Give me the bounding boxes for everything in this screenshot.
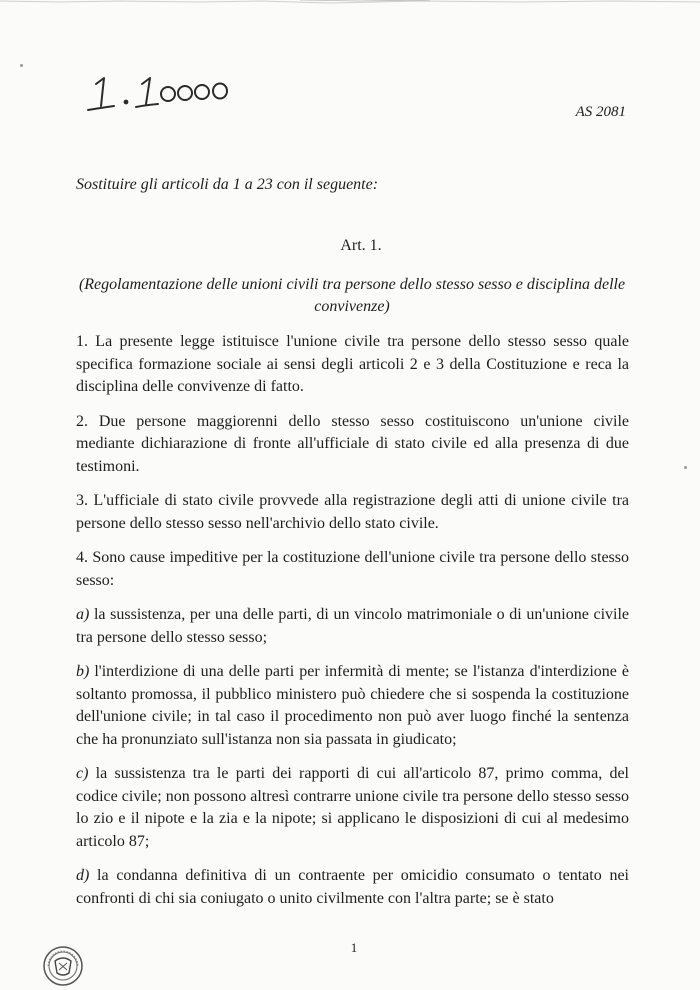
article-title: Art. 1. (340, 237, 382, 254)
list-item (76, 661, 629, 751)
paragraph (76, 547, 629, 592)
list-item-text: la sussistenza tra le parti dei rapporti di cui all'articolo 87, primo comma, del codice civile; non possono altresì contrarre unione civile tra persone dello stesso sesso lo zio e il nipote e la zia e la nipote; si applicano le disposizioni di cui al medesimo articolo 87; (76, 765, 629, 850)
list-item-text: la sussistenza, per una delle parti, di un vincolo matrimoniale o di un'unione civile tra persone dello stesso sesso; (76, 606, 629, 646)
scan-edge-noise (0, 0, 700, 6)
seal-stamp-icon (42, 945, 84, 987)
list-item-label: d) (76, 867, 90, 884)
list-item-label: a) (76, 606, 90, 623)
paragraph-text: 4. Sono cause impeditive per la costituzione dell'unione civile tra persone dello stesso sesso: (76, 549, 629, 589)
list-item-text: l'interdizione di una delle parti per infermità di mente; se l'istanza d'interdizione è soltanto promossa, il pubblico ministero può chiedere che si sospenda la costituzione dell'unione civile; in tal caso il procedimento non può aver luogo finché la sentenza che ha pronunziato sull'istanza non sia passata in giudicato; (76, 663, 629, 748)
paragraph-text: 1. La presente legge istituisce l'unione civile tra persone dello stesso sesso quale specifica formazione sociale ai sensi degli articoli 2 e 3 della Costituzione e reca la disciplina delle convivenze di fatto. (76, 333, 629, 395)
paragraph (76, 490, 629, 535)
paragraph (76, 331, 629, 399)
instruction-text: Sostituire gli articoli da 1 a 23 con il seguente: (76, 176, 379, 193)
paragraph-text: 3. L'ufficiale di stato civile provvede alla registrazione degli atti di unione civile tra persone dello stesso sesso nell'archivio dello stato civile. (76, 492, 629, 532)
article-body (76, 331, 629, 922)
document-id: AS 2081 (575, 104, 626, 120)
list-item-label: b) (76, 663, 90, 680)
scan-speck (20, 64, 23, 67)
page-number: 1 (350, 940, 358, 955)
paragraph-text: 2. Due persone maggiorenni dello stesso sesso costituiscono un'unione civile mediante dichiarazione di fronte all'ufficiale di stato civile ed alla presenza di due testimoni. (76, 412, 629, 475)
list-item-label: c) (76, 765, 89, 782)
list-item-text: la condanna definitiva di un contraente per omicidio consumato o tentato nei confronti di chi sia coniugato o unito civilmente con l'altra parte; se è stato (76, 867, 629, 907)
handwritten-number-text: 1.10000 (84, 62, 88, 63)
list-item (76, 865, 629, 910)
scan-speck (684, 466, 687, 469)
handwritten-number-drawing (84, 62, 254, 118)
article-subtitle: (Regolamentazione delle unioni civili tra persone dello stesso sesso e disciplina delle convivenze) (78, 276, 626, 315)
paragraph (76, 411, 629, 479)
list-item (76, 763, 629, 853)
list-item (76, 604, 629, 649)
